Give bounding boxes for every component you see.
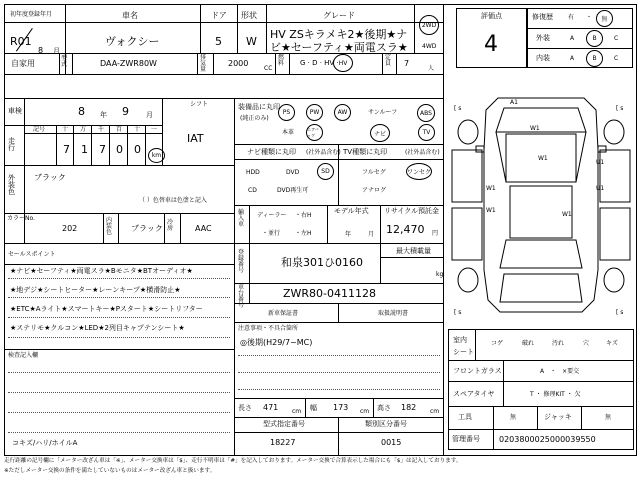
inspection-month-unit: 月 [146,111,153,119]
tools-label: 工具 [458,413,472,421]
tv-oneseg-mark: ワンセグ [406,163,432,180]
length-unit: cm [292,408,302,415]
sheet-stain: 汚れ [552,340,565,347]
spare-tire-label: スペアタイヤ [453,390,495,398]
inspection-label: 車検 [8,107,22,115]
bracket-mark: [ s [454,309,462,316]
mileage-digit: 7 [63,143,70,156]
drive-2wd-mark: 2WD [419,15,439,35]
inspection-year-unit: 年 [100,111,107,119]
max-load-unit: kg [436,271,444,278]
interior-grade-label: 内装 [536,54,550,62]
width-value: 173 [333,403,349,412]
mgmt-number: 0203800025000039550 [499,435,596,444]
height-value: 182 [401,403,417,412]
inspection-year: 8 [78,105,85,118]
exterior-grade-b-mark: B [586,30,603,47]
jack-label: ジャッキ [544,413,572,421]
body-shape: W [246,35,257,48]
aw-mark: AW [334,104,351,121]
mileage-km-mark: km [148,148,165,163]
tv-fullseg: フルセグ [362,169,386,176]
class-code-number: 0015 [381,438,402,447]
mileage-unit-100: 百 [116,126,123,133]
recycle-amount: 12,470 [386,223,425,236]
interior-grade-c: C [614,55,619,62]
use-type: 自家用 [11,59,35,68]
tv-mark: TV [418,124,435,141]
mgmt-number-label: 管理番号 [452,435,480,443]
door-label: ドア [211,11,227,20]
capacity-unit: 人 [428,65,435,72]
color-no: 202 [62,224,78,233]
sales-points-label: セールスポイント [8,251,56,258]
footer-note-line-2: ※ただしメーター交換の条件を満たしていないものはメーター改ざん車と扱います。 [4,468,216,474]
class-code-label: 類別区分番号 [365,420,407,428]
nav-dvd-playback: DVD再生可 [277,187,309,194]
width-unit: cm [360,408,370,415]
mileage-unit-10k: 万 [80,126,87,133]
ac-type: AAC [195,224,212,233]
mileage-unit-1: 一 [151,126,158,133]
mark-w1: W1 [486,185,496,192]
sheet-scratch: キズ [606,340,618,347]
mileage-unit-mark: 記号 [33,126,46,133]
bracket-mark: [ s [454,105,462,112]
car-name-label: 車名 [122,11,138,20]
interior-grade-b-mark: B [586,50,603,67]
mileage-unit-1k: 千 [98,126,105,133]
import-label: 輸入車 [238,209,245,228]
mark-w1: W1 [486,207,496,214]
model-month-unit: 月 [368,231,375,238]
capacity-label: 定員 [385,54,392,67]
max-load-label: 最大積載量 [396,247,431,255]
exterior-grade-c: C [614,35,619,42]
mark-a1: A1 [510,99,518,106]
import-dot: ・ [295,212,302,219]
height-label: 高さ [377,404,391,412]
airbag-mark: エアバッグ [306,124,323,141]
repair-none-mark: 無 [596,10,613,27]
ps-mark: PS [278,104,295,121]
shift-label: シフト [190,101,209,108]
pw-mark: PW [306,104,323,121]
exterior-grade-a: A [570,35,575,42]
color-change-note: （ ）色替車は色塗と記入 [139,197,207,204]
nav-sd-mark: SD [317,163,334,180]
capacity: 7 [404,59,410,68]
ac-label: 冷房 [167,219,174,232]
front-glass-label: フロントガラス [453,367,502,375]
reg-number-label: 登録番号 [238,249,245,274]
exterior-color-label: 外装色 [8,174,15,196]
reg-month-unit: 月 [53,47,60,55]
mark-u1: U1 [596,159,605,166]
chassis-number: ZWR80-0411128 [283,287,377,300]
mileage-digit: 1 [81,143,88,156]
sales-point-line: ★ETC★Aライト★スマートキー★Pスタート★シートリフター [10,305,203,313]
mark-w1: W1 [530,125,540,132]
abs-mark: ABS [417,104,435,122]
car-damage-diagram [448,90,634,320]
door-count: 5 [215,35,222,48]
exterior-grade-label: 外装 [536,34,550,42]
inspection-month: 9 [122,105,129,118]
repair-history-label: 修復歴 [532,13,553,21]
length-value: 471 [263,403,279,412]
jack-value: 無 [605,414,612,421]
mark-w1: W1 [538,155,548,162]
shape-label: 形状 [241,11,257,20]
interior-color: ブラック [131,224,163,233]
bracket-mark: [ s [616,309,624,316]
grade-line-2: ビ★セーフティ★両電スラ★ [270,41,408,54]
nav-hdd: HDD [246,169,260,176]
mark-u1: U1 [596,185,605,192]
leather-option: 本革 [282,129,295,136]
grade-label: グレード [323,11,355,20]
sales-point-line: ★ナビ★セーフティ★両電スラ★Bモニタ★BTオーディオ★ [10,267,193,275]
type-spec-number: 18227 [270,438,296,447]
drive-4wd-option: 4WD [422,43,437,50]
separator-dot: ・ [586,14,593,21]
sunroof-option: サンルーフ [368,109,398,116]
equipment-subtitle: (純正のみ) [240,115,269,122]
length-label: 長さ [238,404,252,412]
height-unit: cm [430,408,440,415]
manual-label: 取扱説明書 [378,310,409,317]
model-code-label: 型式 [61,55,68,68]
import-parallel: ・並行 [262,230,281,237]
nav-dvd: DVD [286,169,300,176]
mileage-digit: 0 [116,143,123,156]
color-no-label: カラーNo. [7,215,35,222]
tv-analog: アナログ [362,187,387,194]
shift-type: IAT [187,132,204,145]
sheet-tear: 破れ [522,340,535,347]
mileage-label: 走行 [8,137,15,152]
notes-line: ◎後期(H29/7~MC) [240,338,313,347]
score-label: 評価点 [481,12,502,20]
fuel-options: G · D · HV · [300,59,339,67]
recycle-label: リサイクル預託金 [384,207,440,215]
equipment-title: 装備品に丸印 [238,103,280,111]
displacement-label: 排気量 [200,54,207,73]
front-glass-value: A ・ ×要交 [540,368,580,375]
notes-label: 注意事項・不具合箇所 [238,325,299,332]
interior-grade-a: A [570,55,575,62]
sheet-hole: 穴 [583,340,590,347]
reg-number: 和泉301ひ0160 [281,256,363,269]
score-value: 4 [484,32,498,57]
fuel-label: 燃料 [278,54,285,67]
inspector-note-line: コキズ/ハリ/ホイルA [12,439,78,447]
nav-cd: CD [248,187,257,194]
mileage-unit-10: 十 [134,126,141,133]
car-name: ヴォクシー [105,35,160,48]
mileage-digit: 7 [99,143,106,156]
nav-type-note: (社外品含む) [306,149,341,156]
import-left-hand: 左H [301,230,312,237]
width-label: 幅 [310,404,317,412]
sheet-burn: コゲ [491,340,504,347]
spare-tire-value: T ・ 修理KIT ・ 欠 [530,391,581,398]
fuel-hv-mark: HV [333,54,353,72]
model-year-label: モデル年式 [334,207,369,215]
type-spec-label: 型式指定番号 [263,420,305,428]
model-code: DAA-ZWR80W [100,59,157,68]
navi-mark: ナビ [370,124,390,142]
reg-era: R01 [10,35,32,48]
interior-sheet-label: 室内 シート [453,336,474,356]
chassis-label: 車台番号 [238,284,245,309]
first-reg-label: 初年度登録年月 [10,11,53,18]
sales-point-line: ★ステリモ★クルコン★LED★2列目キャプテンシート★ [10,324,185,332]
tools-value: 無 [510,414,517,421]
mileage-unit-100k: 十 [62,126,69,133]
exterior-color: ブラック [34,173,66,182]
reg-month: 8 [38,46,44,55]
mark-w1: W1 [562,211,572,218]
model-year-unit: 年 [345,231,352,238]
import-dealer: ディーラー [257,212,287,219]
bracket-mark: [ s [616,105,624,112]
grade-line-1: HV ZSキラメキ2★後期★ナ [270,28,408,41]
recycle-yen: 円 [432,230,439,237]
inspector-notes-label: 検査記入欄 [8,352,39,359]
import-dot: ・ [295,230,302,237]
tv-type-note: (社外品含む) [405,149,440,156]
footer-note-line-1: 走行距離の記号欄に「メーター改ざん車は「※」、メーター交換車は「$」、走行不明車は「#」を記入しております。メーター交換で合算表示した場合にも「$」は記入しております。 [4,458,462,464]
import-right-hand: 右H [301,212,312,219]
warranty-label: 新車保証書 [268,310,299,317]
tv-type-title: TV種類に丸印 [343,148,388,156]
repair-option-yes: 有 [568,14,575,21]
nav-type-title: ナビ種類に丸印 [247,148,296,156]
interior-color-label: 内装色 [106,217,113,236]
displacement: 2000 [228,59,249,68]
mileage-digit: 0 [134,143,141,156]
displacement-unit: CC [264,65,273,72]
sales-point-line: ★地デジ★シートヒーター★レーンキープ★横滑防止★ [10,286,181,294]
